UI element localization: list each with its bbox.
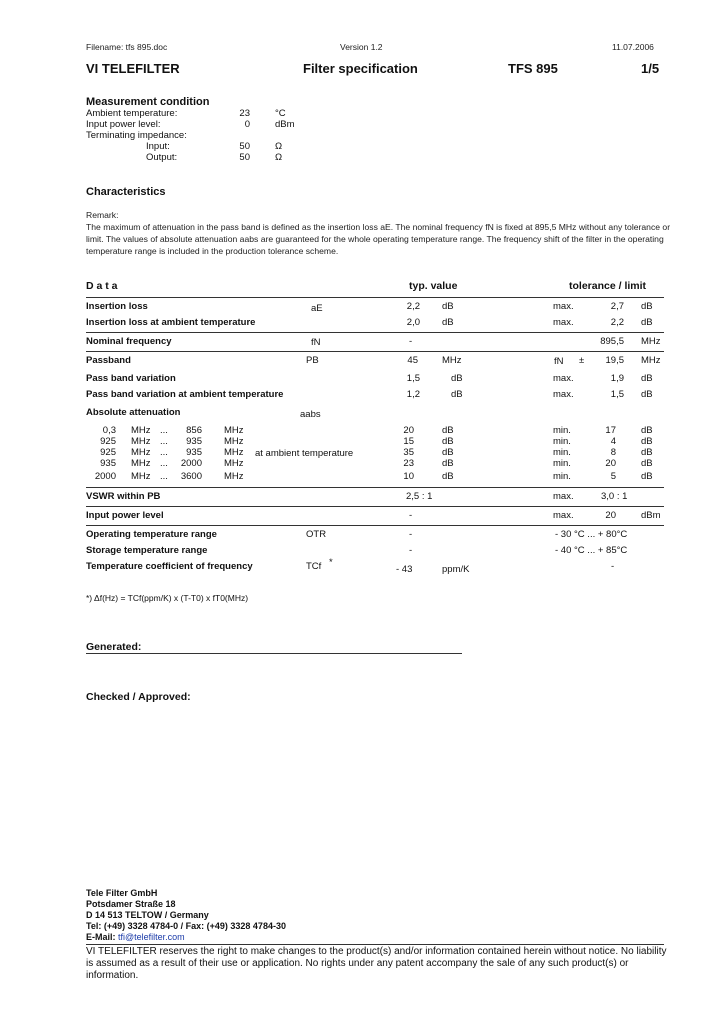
att-row-tol-unit: dB xyxy=(641,458,653,469)
checked-label: Checked / Approved: xyxy=(86,691,191,703)
passband-tol-kind: fN xyxy=(554,356,564,367)
measurement-title: Measurement condition xyxy=(86,96,210,108)
att-row-tol: 4 xyxy=(610,436,616,447)
storage-temp-label: Storage temperature range xyxy=(86,545,208,556)
table-header-rule xyxy=(86,297,664,298)
att-row-f2: 3600 xyxy=(180,471,202,482)
footer-company: Tele Filter GmbH xyxy=(86,888,158,898)
att-row-u2: MHz xyxy=(224,458,244,469)
att-row-f2: 856 xyxy=(186,425,202,436)
remark-text: The maximum of attenuation in the pass band is defined as the insertion loss aE. The nominal frequency fN is fixed at 895,5 MHz without any tolerance or limit. The values of absolute attenuation aabs are guaranteed for the whole operating temperature range. The frequency shift of the filter in the operating temperature range is included in the production tolerance scheme. xyxy=(86,222,671,256)
pb-variation-amb-label: Pass band variation at ambient temperature xyxy=(86,389,284,400)
pb-variation-amb-tol: 1,5 xyxy=(610,389,624,400)
pb-variation-amb-tol-unit: dB xyxy=(641,389,653,400)
input-power-level-typ: - xyxy=(409,510,413,521)
pb-variation-tol-kind: max. xyxy=(553,373,574,384)
input-power-level-tol: 20 xyxy=(605,510,616,521)
impedance-output-unit: Ω xyxy=(275,152,283,163)
abs-att-note: at ambient temperature xyxy=(255,448,354,459)
doc-title: Filter specification xyxy=(303,61,418,76)
insertion-loss-amb-tol-unit: dB xyxy=(641,317,653,328)
insertion-loss-amb-typ-unit: dB xyxy=(442,317,454,328)
vswr-tol-kind: max. xyxy=(553,491,574,502)
tc-freq-star: * xyxy=(329,557,333,568)
vswr-label: VSWR within PB xyxy=(86,491,161,502)
generated-label: Generated: xyxy=(86,641,142,653)
att-row-typ-unit: dB xyxy=(442,471,454,482)
att-row-typ-unit: dB xyxy=(442,436,454,447)
rule-after-attenuation xyxy=(86,487,664,488)
att-row-tol-unit: dB xyxy=(641,425,653,436)
footer-disclaimer: VI TELEFILTER reserves the right to make changes to the product(s) and/or information contained herein without notice. No liability is assumed as a result of their use or application. No rights under any patent accompany the sale of any such product(s) or information. xyxy=(86,946,667,981)
att-row-f2: 2000 xyxy=(180,458,202,469)
rule-after-input-power xyxy=(86,525,664,526)
input-power-level-label: Input power level xyxy=(86,510,164,521)
insertion-loss-typ: 2,2 xyxy=(406,301,420,312)
insertion-loss-amb-tol-kind: max. xyxy=(553,317,574,328)
footer-email-link[interactable]: tfi@telefilter.com xyxy=(118,932,185,942)
col-typ-header: typ. value xyxy=(409,280,458,292)
tc-freq-label: Temperature coefficient of frequency xyxy=(86,561,253,572)
op-temp-tol: - 30 °C ... + 80°C xyxy=(555,529,628,540)
att-row-typ: 10 xyxy=(403,471,414,482)
att-row-u1: MHz xyxy=(131,458,151,469)
att-row-f1: 925 xyxy=(100,447,116,458)
ambient-temp-value: 23 xyxy=(239,108,250,119)
att-row-typ-unit: dB xyxy=(442,458,454,469)
passband-tol-unit: MHz xyxy=(641,355,661,366)
att-row-typ: 20 xyxy=(403,425,414,436)
vswr-typ: 2,5 : 1 xyxy=(406,491,433,502)
nominal-freq-tol-unit: MHz xyxy=(641,336,661,347)
storage-temp-typ: - xyxy=(409,545,413,556)
insertion-loss-typ-unit: dB xyxy=(442,301,454,312)
input-power-level-tol-kind: max. xyxy=(553,510,574,521)
ambient-temp-unit: °C xyxy=(275,108,286,119)
att-row-u2: MHz xyxy=(224,471,244,482)
col-data-header: D a t a xyxy=(86,280,118,292)
passband-symbol: PB xyxy=(306,355,319,366)
insertion-loss-tol-kind: max. xyxy=(553,301,574,312)
abs-att-label: Absolute attenuation xyxy=(86,407,181,418)
vswr-tol: 3,0 : 1 xyxy=(601,491,628,502)
footer-street: Potsdamer Straße 18 xyxy=(86,899,176,909)
nominal-freq-symbol: fN xyxy=(311,337,321,348)
passband-typ: 45 xyxy=(407,355,418,366)
att-row-dots: ... xyxy=(160,447,168,458)
passband-typ-unit: MHz xyxy=(442,355,462,366)
input-power-value: 0 xyxy=(244,119,250,130)
rule-after-vswr xyxy=(86,506,664,507)
passband-tol: 19,5 xyxy=(605,355,624,366)
input-power-label: Input power level: xyxy=(86,119,161,130)
insertion-loss-amb-typ: 2,0 xyxy=(406,317,420,328)
att-row-typ-unit: dB xyxy=(442,425,454,436)
insertion-loss-amb-label: Insertion loss at ambient temperature xyxy=(86,317,256,328)
op-temp-label: Operating temperature range xyxy=(86,529,217,540)
att-row-f1: 2000 xyxy=(94,471,116,482)
remark-label: Remark: xyxy=(86,210,119,220)
att-row-u1: MHz xyxy=(131,436,151,447)
att-row-f1: 0,3 xyxy=(102,425,116,436)
rule-after-nominal xyxy=(86,351,664,352)
att-row-tol: 20 xyxy=(605,458,616,469)
footer-tel: Tel: (+49) 3328 4784-0 / Fax: (+49) 3328 4784-30 xyxy=(86,921,286,931)
generated-signature-line xyxy=(86,653,462,654)
filename-label: Filename: tfs 895.doc xyxy=(86,42,168,52)
pb-variation-amb-typ: 1,2 xyxy=(406,389,420,400)
impedance-output-label: Output: xyxy=(146,152,178,163)
att-row-typ: 35 xyxy=(403,447,414,458)
pb-variation-amb-tol-kind: max. xyxy=(553,389,574,400)
att-row-typ: 15 xyxy=(403,436,414,447)
att-row-typ: 23 xyxy=(403,458,414,469)
impedance-output-value: 50 xyxy=(239,152,250,163)
att-row-tol-kind: min. xyxy=(553,447,571,458)
pb-variation-label: Pass band variation xyxy=(86,373,176,384)
terminating-impedance-label: Terminating impedance: xyxy=(86,130,187,141)
input-power-level-tol-unit: dBm xyxy=(641,510,661,521)
att-row-u1: MHz xyxy=(131,447,151,458)
rule-after-insertion xyxy=(86,332,664,333)
att-row-typ-unit: dB xyxy=(442,447,454,458)
att-row-tol-unit: dB xyxy=(641,471,653,482)
att-row-tol-kind: min. xyxy=(553,425,571,436)
tc-freq-typ: - 43 xyxy=(396,564,413,575)
insertion-loss-tol-unit: dB xyxy=(641,301,653,312)
att-row-dots: ... xyxy=(160,425,168,436)
pb-variation-amb-typ-unit: dB xyxy=(451,389,463,400)
att-row-f1: 925 xyxy=(100,436,116,447)
input-power-unit: dBm xyxy=(275,119,295,130)
characteristics-title: Characteristics xyxy=(86,186,166,198)
pb-variation-tol-unit: dB xyxy=(641,373,653,384)
att-row-u2: MHz xyxy=(224,436,244,447)
abs-att-symbol: aabs xyxy=(300,409,321,420)
impedance-input-value: 50 xyxy=(239,141,250,152)
att-row-u2: MHz xyxy=(224,447,244,458)
att-row-u1: MHz xyxy=(131,425,151,436)
impedance-input-unit: Ω xyxy=(275,141,283,152)
att-row-tol-kind: min. xyxy=(553,458,571,469)
footer-email-label: E-Mail: xyxy=(86,932,119,942)
insertion-loss-label: Insertion loss xyxy=(86,301,148,312)
company-name: VI TELEFILTER xyxy=(86,61,180,76)
att-row-tol: 8 xyxy=(610,447,616,458)
att-row-tol-unit: dB xyxy=(641,447,653,458)
att-row-tol-kind: min. xyxy=(553,436,571,447)
tc-freq-typ-unit: ppm/K xyxy=(442,564,470,575)
op-temp-typ: - xyxy=(409,529,413,540)
nominal-freq-label: Nominal frequency xyxy=(86,336,172,347)
pb-variation-typ: 1,5 xyxy=(406,373,420,384)
ambient-temp-label: Ambient temperature: xyxy=(86,108,178,119)
date-label: 11.07.2006 xyxy=(612,42,654,52)
tc-freq-tol: - xyxy=(611,561,615,572)
storage-temp-tol: - 40 °C ... + 85°C xyxy=(555,545,628,556)
footer-email-row xyxy=(86,932,185,942)
att-row-f2: 935 xyxy=(186,447,202,458)
tc-freq-symbol: TCf xyxy=(306,561,322,572)
nominal-freq-typ: - xyxy=(409,336,413,347)
att-row-tol-unit: dB xyxy=(641,436,653,447)
insertion-loss-amb-tol: 2,2 xyxy=(610,317,624,328)
impedance-input-label: Input: xyxy=(146,141,170,152)
att-row-f2: 935 xyxy=(186,436,202,447)
insertion-loss-symbol: aE xyxy=(311,303,323,314)
footer-city: D 14 513 TELTOW / Germany xyxy=(86,910,209,920)
att-row-dots: ... xyxy=(160,458,168,469)
insertion-loss-tol: 2,7 xyxy=(610,301,624,312)
att-row-tol-kind: min. xyxy=(553,471,571,482)
passband-pm: ± xyxy=(579,355,585,366)
version-label: Version 1.2 xyxy=(340,42,383,52)
passband-label: Passband xyxy=(86,355,131,366)
col-tol-header: tolerance / limit xyxy=(569,280,647,292)
att-row-u2: MHz xyxy=(224,425,244,436)
pb-variation-tol: 1,9 xyxy=(610,373,624,384)
footnote: *) Δf(Hz) = TCf(ppm/K) x (T-T0) x fT0(MHz) xyxy=(86,593,249,603)
page-number: 1/5 xyxy=(641,61,660,76)
att-row-tol: 17 xyxy=(605,425,616,436)
att-row-f1: 935 xyxy=(100,458,116,469)
pb-variation-typ-unit: dB xyxy=(451,373,463,384)
att-row-dots: ... xyxy=(160,436,168,447)
att-row-dots: ... xyxy=(160,471,168,482)
att-row-tol: 5 xyxy=(610,471,616,482)
att-row-u1: MHz xyxy=(131,471,151,482)
footer-rule xyxy=(86,944,664,945)
op-temp-symbol: OTR xyxy=(306,529,327,540)
product-code: TFS 895 xyxy=(508,61,558,76)
nominal-freq-tol: 895,5 xyxy=(600,336,624,347)
